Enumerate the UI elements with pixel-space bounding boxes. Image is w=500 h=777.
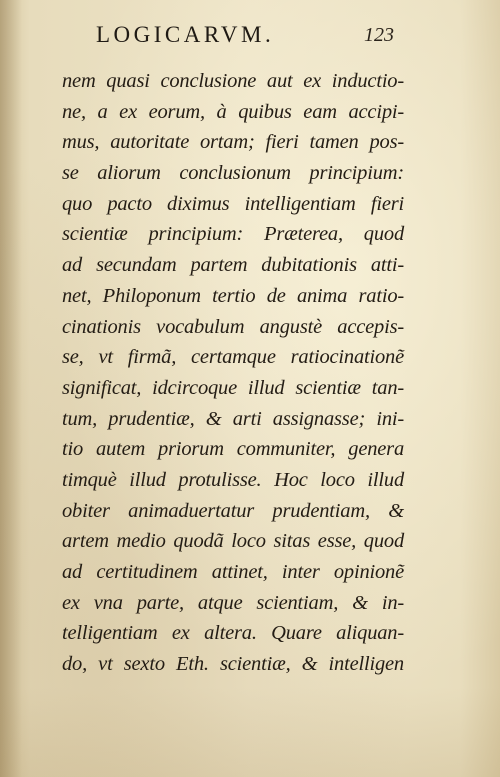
text-line: tio autem priorum communiter, genera	[62, 438, 404, 461]
text-line: telligentiam ex altera. Quare aliquan-	[62, 622, 404, 645]
text-line: scientiæ principium: Præterea, quod	[62, 223, 404, 246]
text-line: artem medio quodã loco sitas esse, quod	[62, 530, 404, 553]
gutter-shadow	[0, 0, 22, 777]
text-line: ad secundam partem dubitationis atti-	[62, 254, 404, 277]
body-text	[62, 66, 404, 680]
text-line: ad certitudinem attinet, inter opinionẽ	[62, 561, 404, 583]
running-head: LOGICARVM.	[96, 22, 275, 47]
text-line: cinationis vocabulum angustè accepis-	[62, 315, 404, 338]
text-line: ex vna parte, atque scientiam, & in-	[62, 591, 404, 614]
page-header	[96, 22, 406, 52]
paper-stain	[0, 687, 500, 777]
text-line: mus, autoritate ortam; fieri tamen pos-	[62, 131, 404, 154]
text-line: timquè illud protulisse. Hoc loco illud	[62, 468, 404, 491]
text-line: do, vt sexto Eth. scientiæ, & intelligen	[62, 653, 404, 676]
text-line: quo pacto diximus intelligentiam fieri	[62, 192, 404, 215]
text-line: net, Philoponum tertio de anima ratio-	[62, 284, 404, 307]
page-number: 123	[364, 24, 394, 46]
text-line: tum, prudentiæ, & arti assignasse; ini-	[62, 407, 404, 430]
text-line: se aliorum conclusionum principium:	[62, 162, 404, 185]
text-line: ne, a ex eorum, à quibus eam accipi-	[62, 100, 404, 123]
text-line: obiter animaduertatur prudentiam, &	[62, 499, 404, 522]
text-line: se, vt firmã, certamque ratiocinationẽ	[62, 346, 404, 369]
text-line: nem quasi conclusione aut ex inductio-	[62, 70, 404, 92]
text-line: significat, idcircoque illud scientiæ tan-	[62, 376, 404, 399]
